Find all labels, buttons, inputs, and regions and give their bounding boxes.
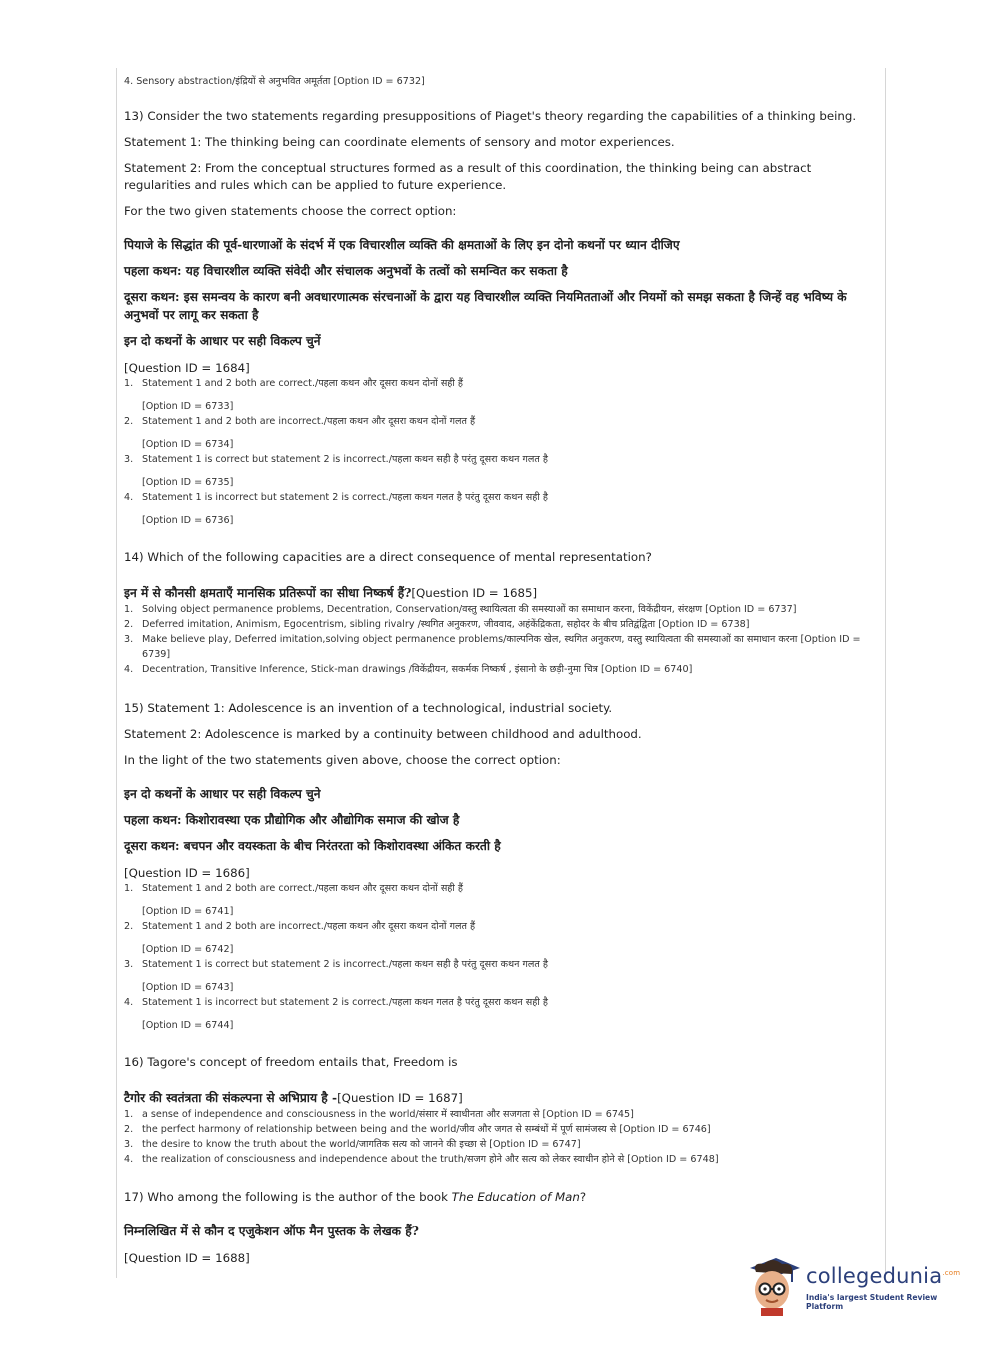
option-item[interactable]: 1. Statement 1 and 2 both are correct./पहला कथन और दूसरा कथन दोनों सही हैं [Option ID = 6741]: [124, 881, 872, 919]
book-title: The Education of Man: [451, 1190, 580, 1204]
option-text: Statement 1 and 2 both are correct./पहला कथन और दूसरा कथन दोनों सही हैं: [142, 378, 464, 389]
option-id: [Option ID = 6733]: [142, 401, 234, 412]
question-id: [Question ID = 1686]: [124, 866, 250, 880]
option-item[interactable]: 4. the realization of consciousness and independence about the truth/सजग होने और सत्य को लेकर स्वाधीन होने से [Option ID = 6748]: [124, 1154, 719, 1165]
statement-1: Statement 1: The thinking being can coordinate elements of sensory and motor experiences.: [124, 135, 675, 149]
mascot-icon: [742, 1254, 804, 1316]
question-heading: 16) Tagore's concept of freedom entails that, Freedom is: [124, 1055, 458, 1069]
option-item[interactable]: 4. Statement 1 is incorrect but statement 2 is correct./पहला कथन गलत है परंतु दूसरा कथन सही है [Option ID = 6744]: [124, 995, 872, 1033]
option-item[interactable]: 3. Make believe play, Deferred imitation,solving object permanence problems/काल्पनिक खेल, स्थगित अनुकरण, वस्तु स्थायित्वता की समस्याओं का समाधान करना [Option ID = 6739]: [124, 634, 861, 660]
hindi-statement-2: दूसरा कथन: बचपन और वयस्कता के बीच निरंतरता को किशोरावस्था अंकित करती है: [124, 839, 501, 853]
option-text: the realization of consciousness and independence about the truth/सजग होने और सत्य को लेकर स्वाधीन होने से [Option ID = 6748]: [142, 1154, 719, 1165]
question-heading: 13) Consider the two statements regarding presuppositions of Piaget's theory regarding the capabilities of a thinking being.: [124, 109, 857, 123]
option-id: [Option ID = 6734]: [142, 439, 234, 450]
option-text: Statement 1 and 2 both are correct./पहला कथन और दूसरा कथन दोनों सही हैं: [142, 883, 464, 894]
options-list: [124, 602, 872, 677]
options-list: [124, 881, 872, 1033]
question-id: [Question ID = 1688]: [124, 1251, 250, 1265]
hindi-prompt: इन दो कथनों के आधार पर सही विकल्प चुने: [124, 787, 321, 801]
question-id: [Question ID = 1684]: [124, 361, 250, 375]
option-id: [Option ID = 6742]: [142, 944, 234, 955]
option-item[interactable]: 2. Statement 1 and 2 both are incorrect./पहला कथन और दूसरा कथन दोनों गलत हैं [Option ID = 6734]: [124, 414, 872, 452]
question-id: [Question ID = 1687]: [337, 1091, 463, 1105]
question-heading: 14) Which of the following capacities are a direct consequence of mental representation?: [124, 550, 652, 564]
option-item[interactable]: 1. Statement 1 and 2 both are correct./पहला कथन और दूसरा कथन दोनों सही हैं [Option ID = 6733]: [124, 376, 872, 414]
option-text: Sensory abstraction/इंद्रियों से अनुभवित अमूर्तता [Option ID = 6732]: [136, 76, 425, 87]
question-paper: [124, 74, 872, 1266]
question-14: [124, 549, 872, 677]
statement-2: Statement 2: From the conceptual structures formed as a result of this coordination, the thinking being can abstract regularities and rules which can be applied to future experience.: [124, 161, 812, 192]
option-id: [Option ID = 6741]: [142, 906, 234, 917]
option-text: Statement 1 is incorrect but statement 2 is correct./पहला कथन गलत है परंतु दूसरा कथन सही है: [142, 492, 548, 503]
option-item[interactable]: 1. Solving object permanence problems, Decentration, Conservation/वस्तु स्थायित्वता की समस्याओं का समाधान करना, विकेंद्रीयन, संरक्षण [Option ID = 6737]: [124, 604, 797, 615]
question-13: [124, 108, 872, 528]
question-prompt: In the light of the two statements given above, choose the correct option:: [124, 753, 561, 767]
question-16: [124, 1054, 872, 1167]
option-item[interactable]: 1. a sense of independence and consciousness in the world/संसार में स्वाधीनता और सजगता से [Option ID = 6745]: [124, 1109, 634, 1120]
logo-tagline: India's largest Student Review Platform: [806, 1293, 938, 1311]
option-text: Deferred imitation, Animism, Egocentrism, sibling rivalry /स्थगित अनुकरण, जीववाद, अहंकेंद्रिकता, सहोदर के बीच प्रतिद्वंद्विता [Option ID = 6738]: [142, 619, 750, 630]
statement-2: Statement 2: Adolescence is marked by a continuity between childhood and adulthood.: [124, 727, 642, 741]
hindi-heading: इन में से कौनसी क्षमताएँ मानसिक प्रतिरूपों का सीधा निष्कर्ष हैं?: [124, 586, 412, 600]
option-text: Statement 1 is correct but statement 2 is incorrect./पहला कथन सही है परंतु दूसरा कथन गलत है: [142, 959, 548, 970]
options-list: [124, 376, 872, 528]
option-item[interactable]: 4. Decentration, Transitive Inference, Stick-man drawings /विकेंद्रीयन, सकर्मक निष्कर्ष , इंसानो के छड़ी-नुमा चित्र [Option ID = 6740]: [124, 664, 693, 675]
option-item[interactable]: 2. Statement 1 and 2 both are incorrect./पहला कथन और दूसरा कथन दोनों गलत हैं [Option ID = 6742]: [124, 919, 872, 957]
question-id: [Question ID = 1685]: [411, 586, 538, 600]
option-text: the perfect harmony of relationship between being and the world/जीव और जगत से सम्बंधों में पूर्ण सामंजस्य से [Option ID = 6746]: [142, 1124, 711, 1135]
option-id: [Option ID = 6744]: [142, 1020, 234, 1031]
option-text: a sense of independence and consciousness in the world/संसार में स्वाधीनता और सजगता से [Option ID = 6745]: [142, 1109, 634, 1120]
hindi-statement-1: पहला कथन: किशोरावस्था एक प्रौद्योगिक और औद्योगिक समाज की खोज है: [124, 813, 460, 827]
question-prompt: For the two given statements choose the correct option:: [124, 204, 457, 218]
option-text: the desire to know the truth about the world/जागतिक सत्य को जानने की इच्छा से [Option ID = 6747]: [142, 1139, 581, 1150]
q12-option-4: [124, 74, 872, 89]
question-15: [124, 700, 872, 1033]
option-text: Decentration, Transitive Inference, Stick-man drawings /विकेंद्रीयन, सकर्मक निष्कर्ष , इंसानो के छड़ी-नुमा चित्र [Option ID = 6740]: [142, 664, 693, 675]
option-item[interactable]: 3. Statement 1 is correct but statement 2 is incorrect./पहला कथन सही है परंतु दूसरा कथन गलत है [Option ID = 6743]: [124, 957, 872, 995]
option-item[interactable]: 2. Deferred imitation, Animism, Egocentrism, sibling rivalry /स्थगित अनुकरण, जीववाद, अहंकेंद्रिकता, सहोदर के बीच प्रतिद्वंद्विता [Option ID = 6738]: [124, 619, 750, 630]
option-item[interactable]: 4. Statement 1 is incorrect but statement 2 is correct./पहला कथन गलत है परंतु दूसरा कथन सही है [Option ID = 6736]: [124, 490, 872, 528]
hindi-heading: निम्नलिखित में से कौन द एजुकेशन ऑफ मैन पुस्तक के लेखक हैं?: [124, 1224, 419, 1238]
option-item[interactable]: 3. Statement 1 is correct but statement 2 is incorrect./पहला कथन सही है परंतु दूसरा कथन गलत है [Option ID = 6735]: [124, 452, 872, 490]
hindi-heading: टैगोर की स्वतंत्रता की संकल्पना से अभिप्राय है -: [124, 1091, 338, 1105]
logo-wordmark: collegedunia: [806, 1264, 943, 1288]
question-heading: 17) Who among the following is the author of the book The Education of Man?: [124, 1190, 587, 1204]
hindi-statement-2: दूसरा कथन: इस समन्वय के कारण बनी अवधारणात्मक संरचनाओं के द्वारा यह विचारशील व्यक्ति नियमितताओं और नियमों को समझ सकता है जिन्हें वह भविष्य के अनुभवों पर लागू कर सकता है: [124, 290, 847, 322]
logo-suffix: .com: [942, 1269, 961, 1277]
options-list: [124, 1107, 872, 1167]
question-heading: 15) Statement 1: Adolescence is an invention of a technological, industrial society.: [124, 701, 613, 715]
option-text: Statement 1 and 2 both are incorrect./पहला कथन और दूसरा कथन दोनों गलत हैं: [142, 921, 476, 932]
option-item[interactable]: 2. the perfect harmony of relationship between being and the world/जीव और जगत से सम्बंधों में पूर्ण सामंजस्य से [Option ID = 6746]: [124, 1124, 711, 1135]
collegedunia-logo[interactable]: [742, 1250, 972, 1320]
option-number: 4.: [124, 76, 134, 87]
option-id: [Option ID = 6736]: [142, 515, 234, 526]
option-text: Solving object permanence problems, Decentration, Conservation/वस्तु स्थायित्वता की समस्याओं का समाधान करना, विकेंद्रीयन, संरक्षण [Option ID = 6737]: [142, 604, 797, 615]
hindi-statement-1: पहला कथन: यह विचारशील व्यक्ति संवेदी और संचालक अनुभवों के तत्वों को समन्वित कर सकता है: [124, 264, 568, 278]
option-text: Statement 1 and 2 both are incorrect./पहला कथन और दूसरा कथन दोनों गलत हैं: [142, 416, 476, 427]
option-text: Make believe play, Deferred imitation,solving object permanence problems/काल्पनिक खेल, स्थगित अनुकरण, वस्तु स्थायित्वता की समस्याओं का समाधान करना [Option ID = 6739]: [142, 634, 861, 660]
option-text: Statement 1 is incorrect but statement 2 is correct./पहला कथन गलत है परंतु दूसरा कथन सही है: [142, 997, 548, 1008]
option-id: [Option ID = 6735]: [142, 477, 234, 488]
option-text: Statement 1 is correct but statement 2 is incorrect./पहला कथन सही है परंतु दूसरा कथन गलत है: [142, 454, 548, 465]
option-id: [Option ID = 6743]: [142, 982, 234, 993]
hindi-prompt: इन दो कथनों के आधार पर सही विकल्प चुनें: [124, 334, 321, 348]
option-item[interactable]: 3. the desire to know the truth about the world/जागतिक सत्य को जानने की इच्छा से [Option ID = 6747]: [124, 1139, 581, 1150]
hindi-heading: पियाजे के सिद्धांत की पूर्व-धारणाओं के संदर्भ में एक विचारशील व्यक्ति की क्षमताओं के लिए इन दोनो कथनों पर ध्यान दीजिए: [124, 238, 680, 252]
